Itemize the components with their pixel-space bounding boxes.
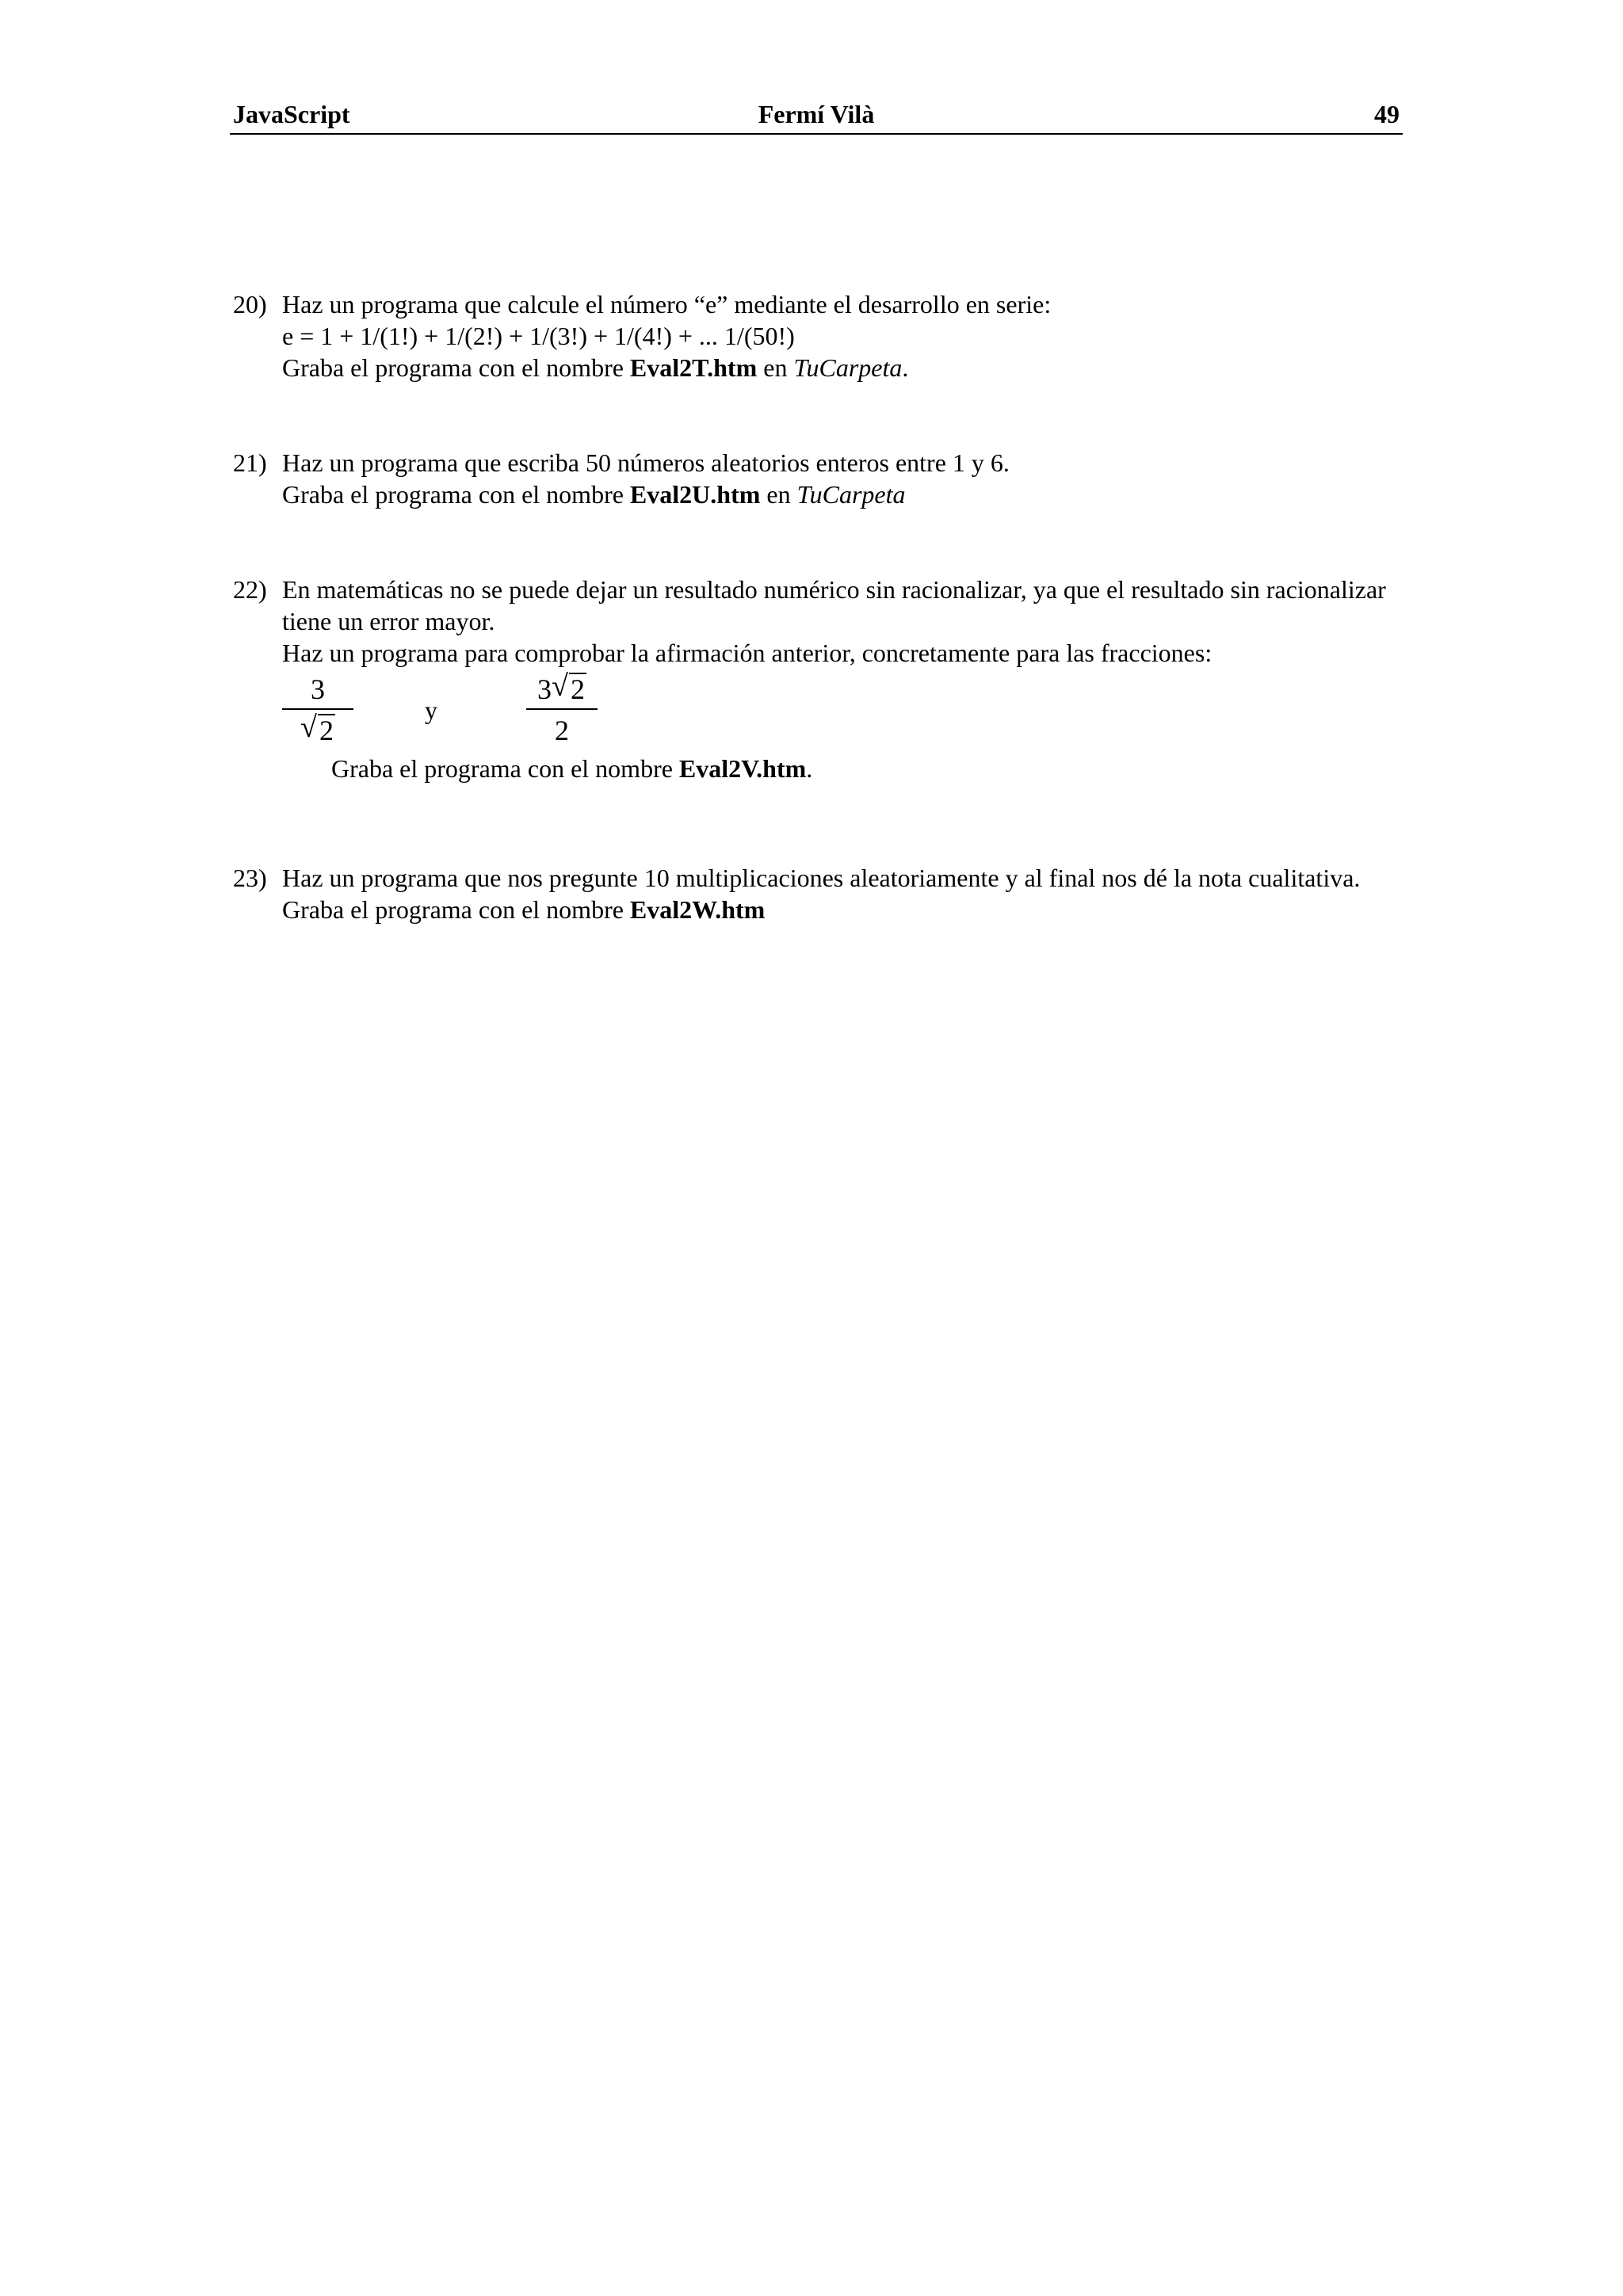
save-instruction: Graba el programa con el nombre Eval2V.htm.	[331, 754, 813, 783]
exercise-statement: En matemáticas no se puede dejar un resultado numérico sin racionalizar, ya que el resultado sin racionalizar tiene un error mayor.	[282, 575, 1386, 635]
exercise-number: 20)	[233, 290, 267, 318]
filename: Eval2T.htm	[629, 353, 758, 382]
exercise-statement: Haz un programa que nos pregunte 10 multiplicaciones aleatoriamente y al final nos dé la nota cualitativa.	[282, 864, 1361, 892]
exercise-statement: Haz un programa que calcule el número “e” mediante el desarrollo en serie:	[282, 290, 1052, 318]
sqrt-symbol: √ 2	[552, 669, 585, 705]
page-number: 49	[1374, 100, 1400, 128]
save-instruction: Graba el programa con el nombre Eval2T.htm en TuCarpeta.	[282, 353, 909, 382]
series-formula: e = 1 + 1/(1!) + 1/(2!) + 1/(3!) + 1/(4!) + ... 1/(50!)	[282, 322, 795, 350]
exercise-task: Haz un programa para comprobar la afirmación anterior, concretamente para las fracciones:	[282, 639, 1212, 667]
filename: Eval2U.htm	[629, 480, 761, 509]
exercise-21	[233, 447, 1398, 510]
exercise-number: 21)	[233, 448, 267, 477]
conjunction: y	[425, 696, 437, 724]
folder-name: TuCarpeta	[796, 480, 906, 509]
exercise-20	[233, 288, 1398, 383]
filename: Eval2V.htm	[678, 754, 807, 783]
save-instruction: Graba el programa con el nombre Eval2U.htm en TuCarpeta	[282, 480, 906, 509]
exercise-statement: Haz un programa que escriba 50 números aleatorios enteros entre 1 y 6.	[282, 448, 1010, 477]
header-author: Fermí Vilà	[758, 100, 875, 128]
page-header	[230, 98, 1403, 135]
filename: Eval2W.htm	[629, 895, 766, 924]
exercise-23	[233, 862, 1398, 925]
exercise-number: 23)	[233, 864, 267, 892]
exercise-number: 22)	[233, 575, 267, 604]
sqrt-symbol: √ 2	[300, 711, 334, 746]
header-title: JavaScript	[233, 100, 350, 128]
save-instruction: Graba el programa con el nombre Eval2W.htm	[282, 895, 766, 924]
fraction-3-over-sqrt2: 3 √ 2	[282, 670, 353, 748]
folder-name: TuCarpeta	[793, 353, 903, 382]
fractions-display	[282, 670, 1392, 753]
exercise-22	[233, 574, 1398, 784]
fraction-3sqrt2-over-2: 3 √ 2 2	[526, 670, 598, 748]
